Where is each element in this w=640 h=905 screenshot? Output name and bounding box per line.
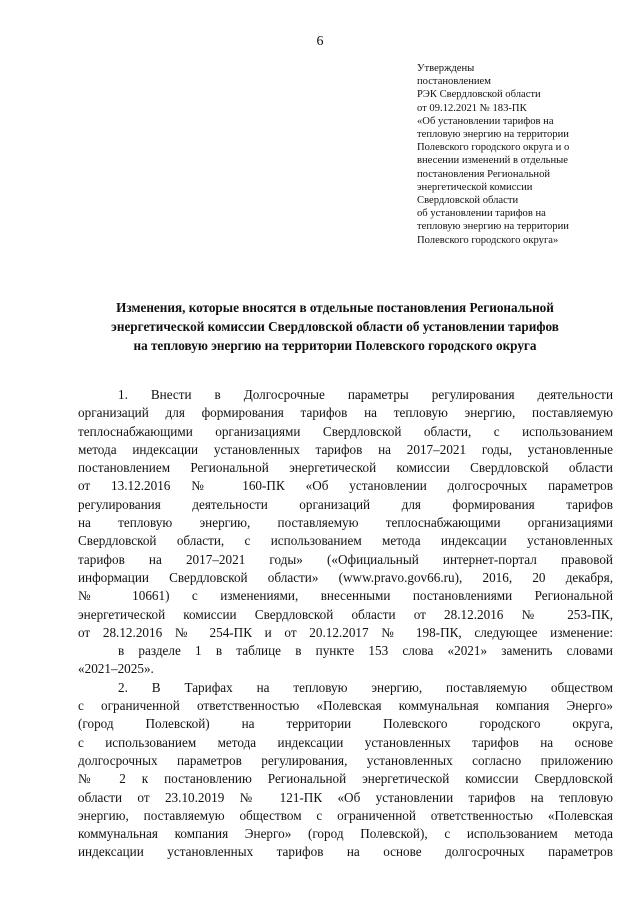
title-line: Изменения, которые вносятся в отдельные постановления Региональной bbox=[116, 300, 554, 315]
body-line: метода индексации установленных тарифов на 2017–2021 годы, установленные bbox=[78, 441, 613, 457]
body-line: постановлением Региональной энергетической комиссии Свердловской области bbox=[78, 460, 613, 476]
body-line: тарифов на 2017–2021 годы» («Официальный интернет-портал правовой bbox=[78, 551, 613, 567]
page-number: 6 bbox=[316, 34, 324, 49]
title-line: на тепловую энергию на территории Полевского городского округа bbox=[133, 338, 537, 353]
body-line: коммунальная компания Энерго» (город Полевской), с использованием метода bbox=[78, 826, 613, 842]
approval-line: Свердловской области bbox=[417, 195, 519, 207]
body-line: с ограниченной ответственностью «Полевская коммунальная компания Энерго» bbox=[78, 698, 613, 714]
body-line: Свердловской области, с использованием метода индексации установленных bbox=[78, 533, 613, 549]
approval-line: постановлением bbox=[417, 76, 491, 88]
approval-line: Полевского городского округа и о bbox=[417, 142, 570, 154]
approval-line: РЭК Свердловской области bbox=[417, 89, 541, 101]
body-line: от 13.12.2016 № 160-ПК «Об установлении долгосрочных параметров bbox=[78, 478, 613, 494]
body-line: в разделе 1 в таблице в пункте 153 слова «2021» заменить словами bbox=[118, 643, 613, 659]
approval-line: внесении изменений в отдельные bbox=[417, 155, 568, 167]
body-line: энергию, поставляемую обществом с ограниченной ответственностью «Полевская bbox=[78, 807, 613, 823]
body-line: информации Свердловской области» (www.pravo.gov66.ru), 2016, 20 декабря, bbox=[78, 569, 613, 585]
body-line: (город Полевской) на территории Полевского городского округа, bbox=[78, 716, 613, 732]
approval-line: от 09.12.2021 № 183-ПК bbox=[417, 102, 527, 114]
approval-line: тепловую энергию на территории bbox=[417, 221, 569, 233]
approval-line: тепловую энергию на территории bbox=[417, 129, 569, 141]
approval-line: «Об установлении тарифов на bbox=[417, 115, 554, 127]
body-line: индексации установленных тарифов на основе долгосрочных параметров bbox=[78, 844, 613, 860]
approval-line: Утверждены bbox=[417, 63, 475, 74]
title-line: энергетической комиссии Свердловской области об установлении тарифов bbox=[111, 319, 559, 334]
body-line: энергетической комиссии Свердловской области от 28.12.2016 № 253-ПК, bbox=[78, 606, 613, 622]
body-line: «2021–2025». bbox=[78, 661, 154, 677]
body-line: регулирования деятельности организаций для формирования тарифов bbox=[78, 496, 613, 512]
document-title bbox=[70, 298, 600, 355]
approval-line: постановления Региональной bbox=[417, 168, 551, 180]
approval-line: энергетической комиссии bbox=[417, 181, 533, 193]
body-line: области от 23.10.2019 № 121-ПК «Об установлении тарифов на тепловую bbox=[78, 789, 613, 805]
body-line: долгосрочных параметров регулирования, установленных согласно приложению bbox=[78, 752, 613, 768]
approval-line: об установлении тарифов на bbox=[417, 208, 546, 220]
document-body bbox=[78, 386, 613, 862]
body-line: 2. В Тарифах на тепловую энергию, поставляемую обществом bbox=[118, 679, 613, 695]
body-line: на тепловую энергию, поставляемую теплоснабжающими организациями bbox=[78, 515, 613, 531]
body-line: теплоснабжающими организациями Свердловской области, с использованием bbox=[78, 423, 613, 439]
approval-line: Полевского городского округа» bbox=[417, 234, 559, 246]
body-line: организаций для формирования тарифов на тепловую энергию, поставляемую bbox=[78, 405, 613, 421]
body-line: от 28.12.2016 № 254-ПК и от 20.12.2017 № 198-ПК, следующее изменение: bbox=[78, 624, 613, 640]
body-line: 1. Внести в Долгосрочные параметры регулирования деятельности bbox=[118, 387, 613, 402]
body-line: № 10661) с изменениями, внесенными постановлениями Региональной bbox=[78, 588, 613, 604]
approval-stamp bbox=[417, 62, 632, 247]
body-line: № 2 к постановлению Региональной энергетической комиссии Свердловской bbox=[78, 771, 613, 787]
body-line: с использованием метода индексации установленных тарифов на основе bbox=[78, 734, 613, 750]
